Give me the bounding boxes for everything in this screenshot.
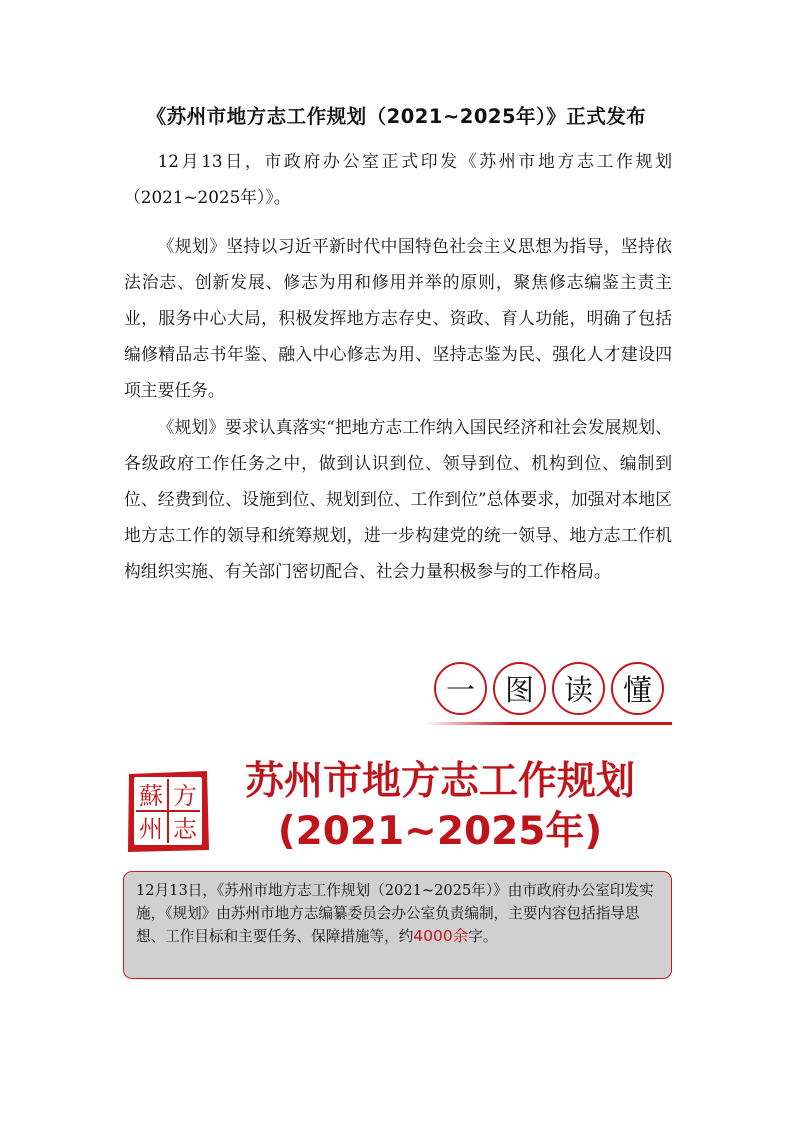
summary-end: 字。 bbox=[468, 928, 498, 945]
banner-char-2: 图 bbox=[493, 662, 546, 715]
banner-char-4: 懂 bbox=[611, 662, 664, 715]
summary-text: 12月13日，《苏州市地方志工作规划（2021~2025年）》由市政府办公室印发实施，《规划》由苏州市地方志编纂委员会办公室负责编制，主要内容包括指导思想、工作目标和主要任务、保障措施等，约 bbox=[136, 882, 654, 945]
suzhou-fangzhi-seal bbox=[123, 766, 213, 856]
infographic-title bbox=[220, 757, 660, 857]
article-paragraph-2: 《规划》坚持以习近平新时代中国特色社会主义思想为指导，坚持依法治志、创新发展、修志为用和修用并举的原则，聚焦修志编鉴主责主业，服务中心大局，积极发挥地方志存史、资政、育人功能，明确了包括编修精品志书年鉴、融入中心修志为用、坚持志鉴为民、强化人才建设四项主要任务。 bbox=[124, 236, 672, 400]
seal-char-1: 蘇 bbox=[139, 782, 163, 810]
seal-char-2: 方 bbox=[173, 782, 197, 810]
seal-graphic bbox=[123, 766, 213, 856]
infographic-title-line-2: (2021~2025年) bbox=[277, 809, 603, 854]
summary-highlight: 4000余 bbox=[413, 927, 469, 945]
banner-underline bbox=[424, 722, 672, 725]
article-paragraph-3: 《规划》要求认真落实“把地方志工作纳入国民经济和社会发展规划、各级政府工作任务之中，做到认识到位、领导到位、机构到位、编制到位、经费到位、设施到位、规划到位、工作到位”总体要求，加强对本地区地方志工作的领导和统筹规划，进一步构建党的统一领导、地方志工作机构组织实施、有关部门密切配合、社会力量积极参与的工作格局。 bbox=[124, 417, 672, 581]
article-title: 《苏州市地方志工作规划（2021~2025年）》正式发布 bbox=[146, 105, 647, 128]
banner-char-3: 读 bbox=[552, 662, 605, 715]
article-paragraph-1: 12月13日，市政府办公室正式印发《苏州市地方志工作规划（2021~2025年）》。 bbox=[124, 151, 672, 207]
seal-char-4: 志 bbox=[173, 815, 197, 843]
summary-box bbox=[123, 871, 672, 979]
banner-char-1: 一 bbox=[434, 662, 487, 715]
section-banner bbox=[434, 662, 664, 722]
infographic-title-line-1: 苏州市地方志工作规划 bbox=[244, 759, 635, 804]
seal-char-3: 州 bbox=[139, 815, 163, 843]
